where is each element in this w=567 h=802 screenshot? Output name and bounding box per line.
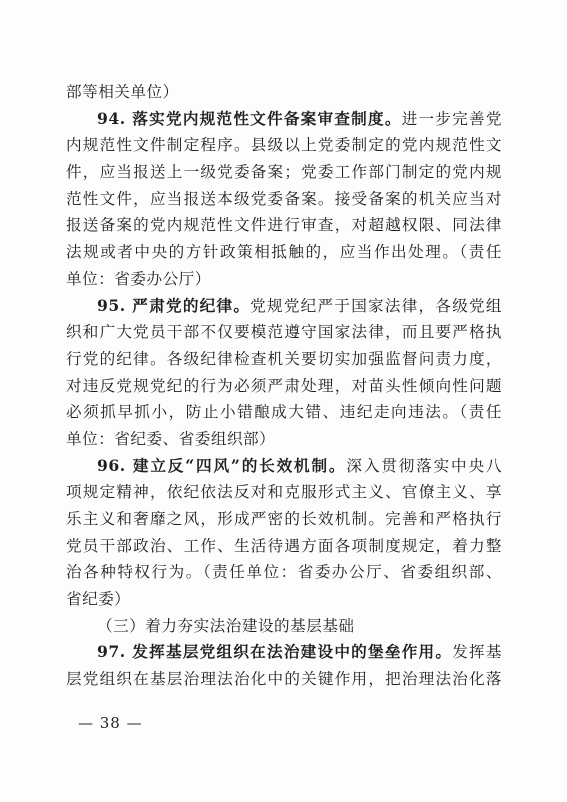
paragraph-line — [66, 212, 502, 239]
paragraph-heading-line — [66, 293, 502, 320]
paragraph-line — [66, 613, 502, 640]
paragraph-line — [66, 346, 502, 373]
line-text: 党员干部政治、工作、生活待遇方面各项制度规定，着力整 — [66, 536, 502, 555]
line-text: 内规范性文件制定程序。县级以上党委制定的党内规范性文 — [66, 136, 502, 155]
paragraph-line — [66, 266, 502, 293]
paragraph-line — [66, 186, 502, 213]
item-heading: 97. 发挥基层党组织在法治建设中的堡垒作用。 — [97, 642, 453, 662]
line-text: 单位：省委办公厅） — [66, 269, 211, 288]
paragraph-line — [66, 559, 502, 586]
line-text: 层党组织在基层治理法治化中的关键作用，把治理法治化落 — [66, 670, 502, 689]
line-text: 治各种特权行为。（责任单位：省委办公厅、省委组织部、 — [66, 563, 502, 582]
line-text: 深入贯彻落实中央八 — [346, 456, 502, 475]
paragraph-line — [66, 79, 502, 106]
line-text: 法规或者中央的方针政策相抵触的，应当作出处理。（责任 — [66, 243, 502, 262]
paragraph-line — [66, 479, 502, 506]
paragraph-line — [66, 239, 502, 266]
line-text: 单位：省纪委、省委组织部） — [66, 429, 276, 448]
line-text: 乐主义和奢靡之风，形成严密的长效机制。完善和严格执行 — [66, 510, 502, 528]
line-text: 必须抓早抓小，防止小错酿成大错、违纪走向违法。（责任 — [66, 403, 502, 422]
document-body — [66, 79, 502, 693]
paragraph-line — [66, 533, 502, 560]
line-text: 项规定精神，依纪依法反对和克服形式主义、官僚主义、享 — [66, 483, 502, 502]
paragraph-line — [66, 586, 502, 613]
paragraph-heading-line — [66, 106, 502, 133]
paragraph-line — [66, 373, 502, 400]
paragraph-heading-line — [66, 639, 502, 666]
line-text: 发挥基 — [452, 643, 502, 662]
line-text: 行党的纪律。各级纪律检查机关要切实加强监督问责力度， — [66, 349, 502, 368]
page-number: — 38 — — [78, 714, 143, 732]
line-text: 部等相关单位） — [66, 83, 179, 101]
paragraph-line — [66, 319, 502, 346]
line-text: 省纪委） — [66, 590, 131, 609]
line-text: 进一步完善党 — [401, 109, 502, 128]
paragraph-line — [66, 399, 502, 426]
line-text: （三）着力夯实法治建设的基层基础 — [97, 616, 355, 635]
item-heading: 95. 严肃党的纪律。 — [97, 295, 251, 315]
item-heading: 96. 建立反“四风”的长效机制。 — [97, 455, 347, 475]
line-text: 报送备案的党内规范性文件进行审查，对超越权限、同法律 — [66, 216, 502, 235]
paragraph-line — [66, 506, 502, 533]
line-text: 范性文件，应当报送本级党委备案。接受备案的机关应当对 — [66, 189, 502, 208]
paragraph-line — [66, 132, 502, 159]
paragraph-heading-line — [66, 453, 502, 480]
line-text: 件，应当报送上一级党委备案；党委工作部门制定的党内规 — [66, 163, 502, 182]
paragraph-line — [66, 159, 502, 186]
line-text: 织和广大党员干部不仅要模范遵守国家法律，而且要严格执 — [66, 323, 502, 342]
paragraph-line — [66, 666, 502, 693]
line-text: 对违反党规党纪的行为必须严肃处理，对苗头性倾向性问题 — [66, 376, 502, 395]
item-heading: 94. 落实党内规范性文件备案审查制度。 — [97, 108, 402, 128]
line-text: 党规党纪严于国家法律，各级党组 — [250, 296, 502, 315]
paragraph-line — [66, 426, 502, 453]
